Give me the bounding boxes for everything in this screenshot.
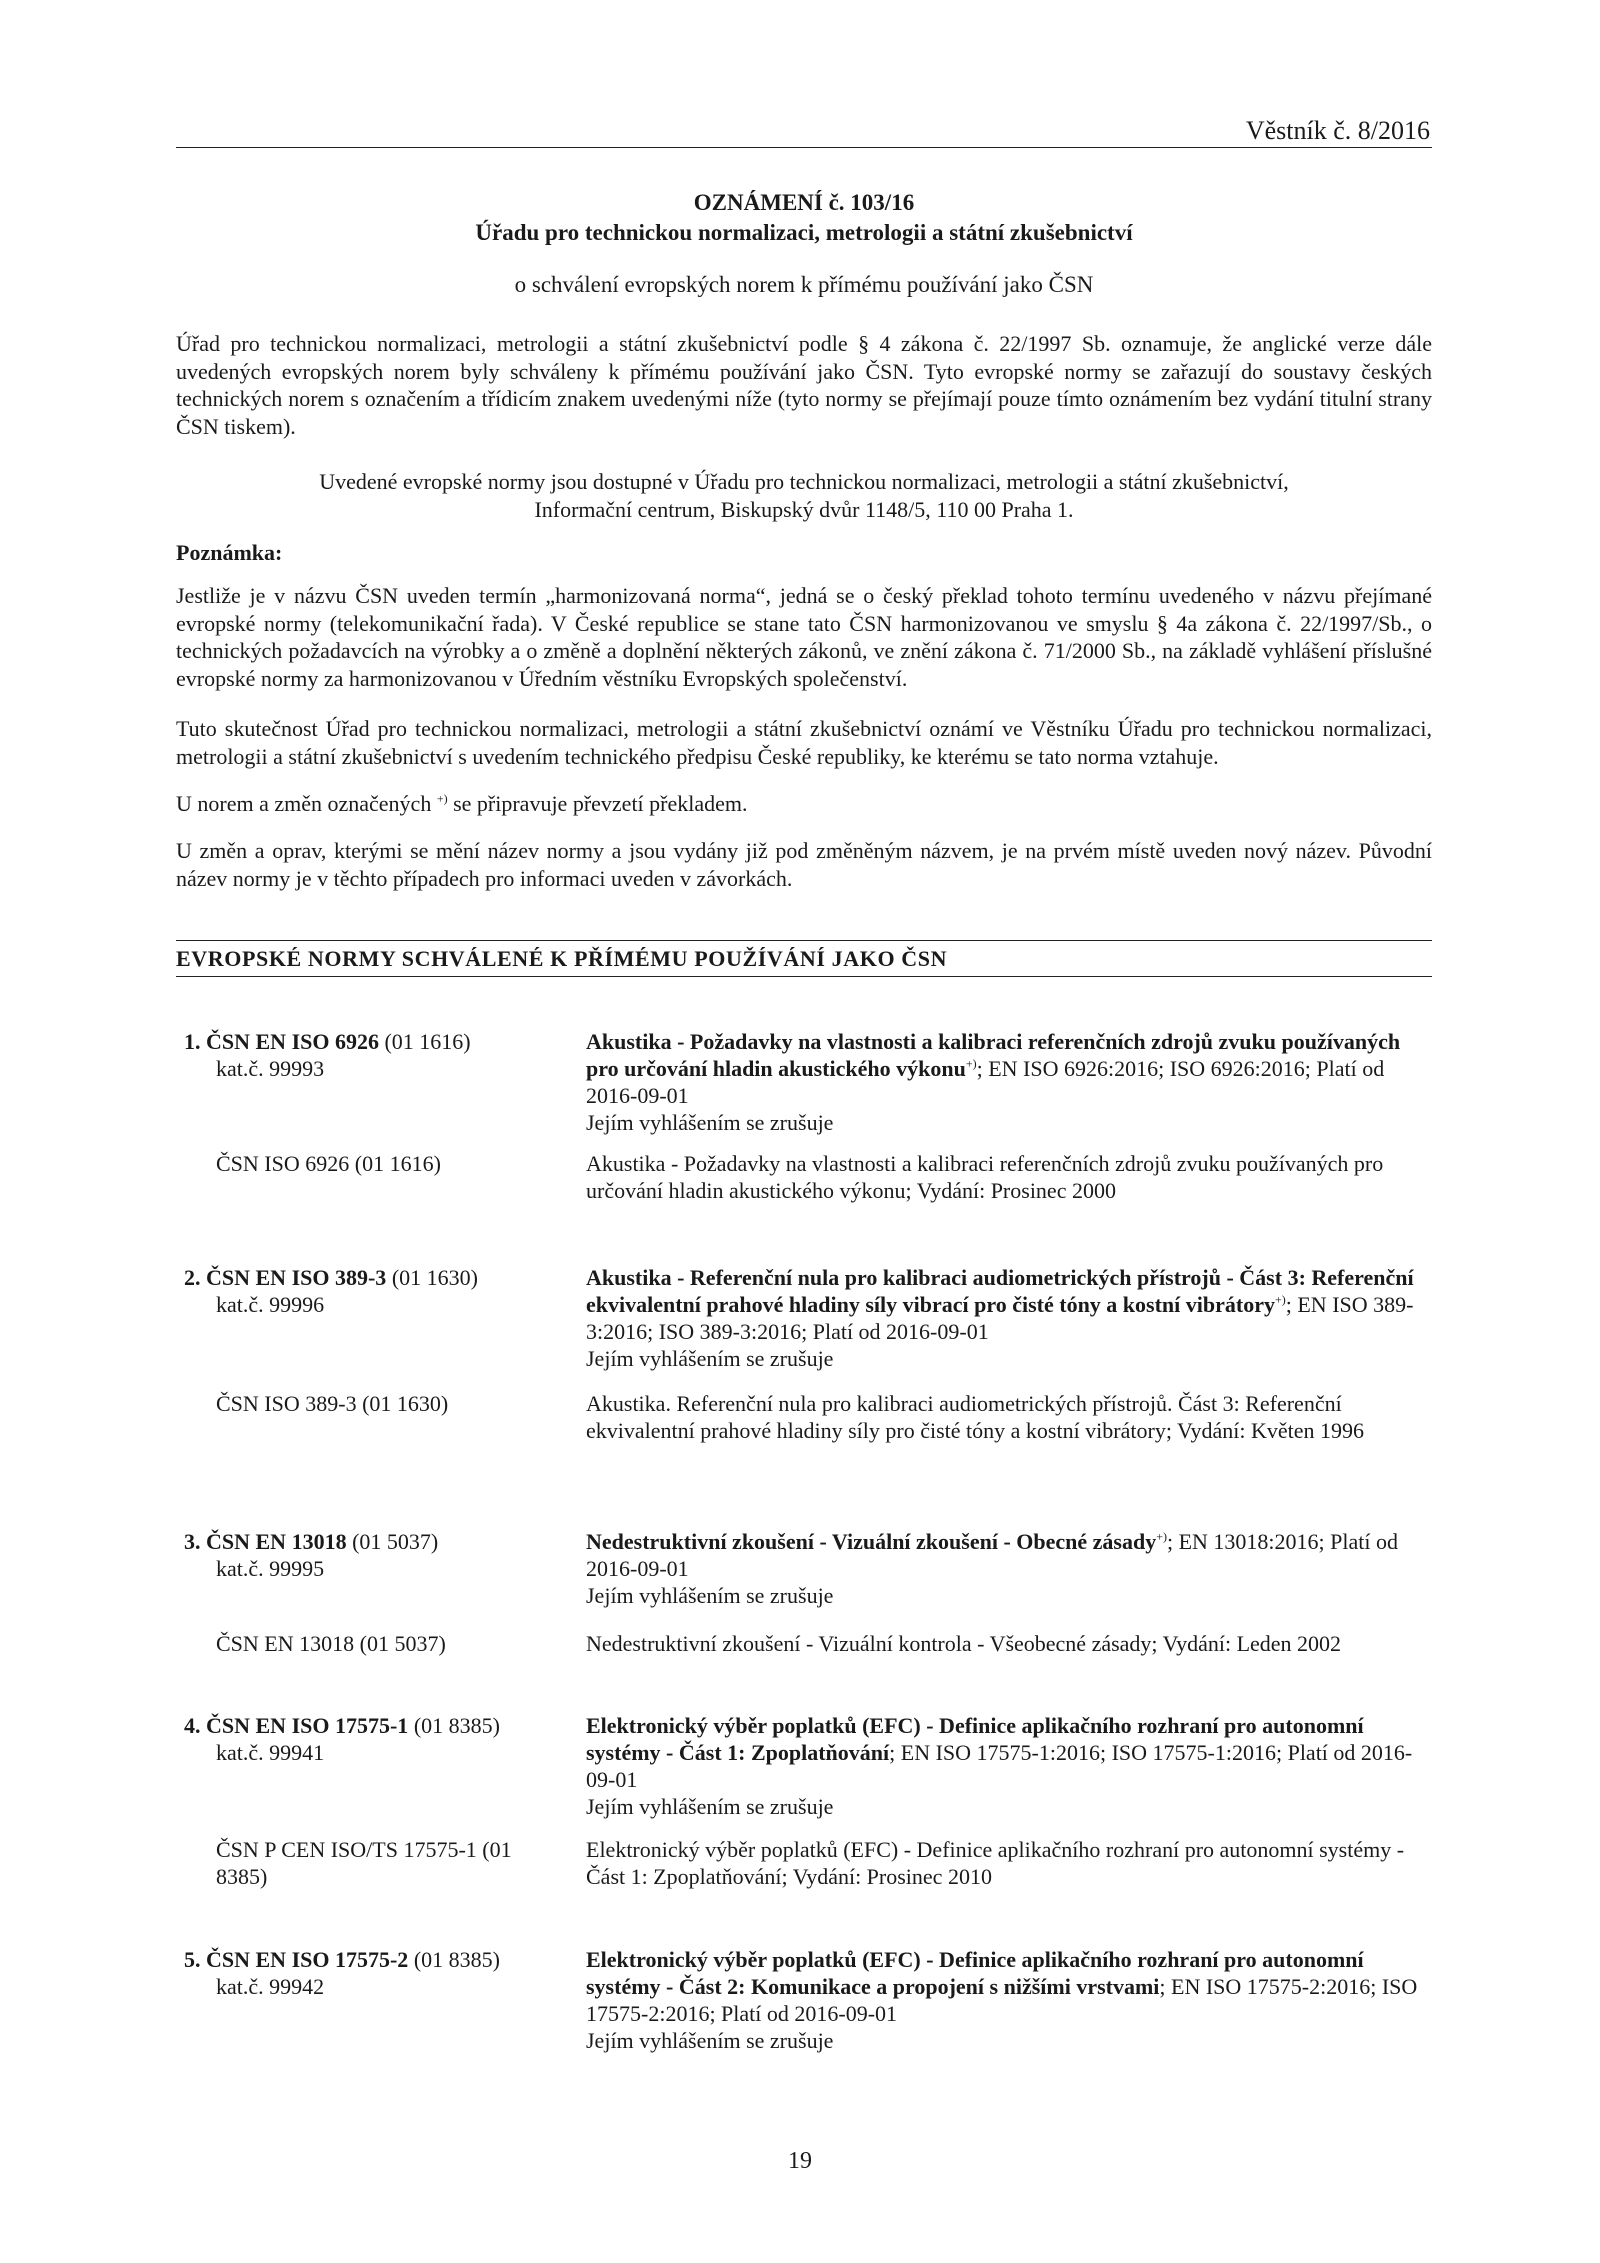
norm-title: Elektronický výběr poplatků (EFC) - Definice aplikačního rozhraní pro autonomní systémy - Část 2: Komunikace a propojení s nižšími vrstvami; EN ISO 17575-2:2016; ISO 17575-2:2016; Platí od 2016-09-01 Jejím vyhlášením se zrušuje [586,1947,1418,2053]
note-label: Poznámka: [176,540,283,565]
cancellation-note: Jejím vyhlášením se zrušuje [586,1583,834,1608]
cancellation-note: Jejím vyhlášením se zrušuje [586,2028,834,2053]
norm-identifier: 3. ČSN EN 13018 (01 5037) kat.č. 99995 [184,1529,439,1581]
translation-mark: +) [436,791,448,806]
availability-line-2: Informační centrum, Biskupský dvůr 1148/5, 110 00 Praha 1. [534,496,1074,522]
header-rule [176,147,1432,148]
cancellation-note: Jejím vyhlášením se zrušuje [586,1346,834,1371]
note-paragraph-2: Tuto skutečnost Úřad pro technickou normalizaci, metrologii a státní zkušebnictví oznámí ve Věstníku Úřadu pro technickou normalizaci, metrologii a státní zkušebnictví s uvedením technického předpisu České republiky, ke kterému se tato norma vztahuje. [176,716,1432,769]
announcement-subject: o schválení evropských norem k přímému používání jako ČSN [514,272,1094,297]
norm-identifier: 1. ČSN EN ISO 6926 (01 1616) kat.č. 99993 [184,1029,471,1081]
norm-title: Akustika - Referenční nula pro kalibraci audiometrických přístrojů - Část 3: Referenční ekvivalentní prahové hladiny síly vibrací pro čisté tóny a kostní vibrátory+); EN ISO 389-3:2016; ISO 389-3:2016; Platí od 2016-09-01 Jejím vyhlášením se zrušuje [586,1265,1414,1371]
norm-title: Akustika - Požadavky na vlastnosti a kalibraci referenčních zdrojů zvuku používaných pro určování hladin akustického výkonu+); EN ISO 6926:2016; ISO 6926:2016; Platí od 2016-09-01 Jejím vyhlášením se zrušuje [586,1029,1401,1135]
office-name: Úřadu pro technickou normalizaci, metrologii a státní zkušebnictví [475,220,1133,245]
norm-title: Elektronický výběr poplatků (EFC) - Definice aplikačního rozhraní pro autonomní systémy - Část 1: Zpoplatňování; EN ISO 17575-1:2016; ISO 17575-1:2016; Platí od 2016-09-01 Jejím vyhlášením se zrušuje [586,1713,1413,1819]
availability-notice [176,468,1432,523]
cancellation-note: Jejím vyhlášením se zrušuje [586,1110,834,1135]
norm-identifier: 5. ČSN EN ISO 17575-2 (01 8385) kat.č. 99942 [184,1947,500,1999]
announcement-title-block [176,188,1432,300]
page-number: 19 [788,2148,812,2174]
bulletin-header: Věstník č. 8/2016 [1245,116,1430,145]
section-rule-bottom [176,976,1432,977]
section-title: EVROPSKÉ NORMY SCHVÁLENÉ K PŘÍMÉMU POUŽÍVÁNÍ JAKO ČSN [176,946,948,971]
announcement-title: OZNÁMENÍ č. 103/16 [693,190,915,215]
note-paragraph-3: U norem a změn označených +) se připravuje převzetí překladem. [176,791,748,816]
intro-paragraph: Úřad pro technickou normalizaci, metrologii a státní zkušebnictví podle § 4 zákona č. 22/1997 Sb. oznamuje, že anglické verze dále uvedených evropských norem byly schváleny k přímému používání jako ČSN. Tyto evropské normy se zařazují do soustavy českých technických norem s označením a třídicím znakem uvedenými níže (tyto normy se přejímají pouze tímto oznámením bez vydání titulní strany ČSN tiskem). [176,331,1432,439]
cancellation-note: Jejím vyhlášením se zrušuje [586,1794,834,1819]
norm-identifier: 4. ČSN EN ISO 17575-1 (01 8385) kat.č. 99941 [184,1713,500,1765]
note-paragraph-1: Jestliže je v názvu ČSN uveden termín „harmonizovaná norma“, jedná se o český překlad tohoto termínu uvedeného v názvu přejímané evropské normy (telekomunikační řada). V České republice se stane tato ČSN harmonizovanou ve smyslu § 4a zákona č. 22/1997/Sb., o technických požadavcích na výrobky a o změně a doplnění některých zákonů, ve znění zákona č. 71/2000 Sb., na základě vyhlášení příslušné evropské normy za harmonizovanou v Úředním věstníku Evropských společenství. [176,583,1432,691]
section-rule-top [176,940,1432,941]
norm-title: Nedestruktivní zkoušení - Vizuální zkoušení - Obecné zásady+); EN 13018:2016; Platí od 2016-09-01 Jejím vyhlášením se zrušuje [586,1529,1398,1608]
availability-line-1: Uvedené evropské normy jsou dostupné v Úřadu pro technickou normalizaci, metrologii a státní zkušebnictví, [319,469,1289,494]
note-paragraph-4: U změn a oprav, kterými se mění název normy a jsou vydány již pod změněným názvem, je na prvém místě uveden nový název. Původní název normy je v těchto případech pro informaci uveden v závorkách. [176,838,1432,891]
document-page: Věstník č. 8/2016 OZNÁMENÍ č. 103/16 Úřadu pro technickou normalizaci, metrologii a státní zkušebnictví o schválení evropských norem k přímému používání jako ČSN Úřad pro technickou normalizaci, metrologii a státní zkušebnictví podle § 4 zákona č. 22/1997 Sb. oznamuje, že anglické verze dále uvedených evropských norem byly schváleny k přímému používání jako ČSN. Tyto evropské normy se zařazují do soustavy českých technických norem s označením a třídicím znakem uvedenými níže (tyto normy se přejímají pouze tímto oznámením bez vydání titulní strany ČSN tiskem). Uvedené evropské normy jsou dostupné v Úřadu pro technickou normalizaci, metrologii a státní zkušebnictví, Informační centrum, Biskupský dvůr 1148/5, 110 00 Praha 1. Poznámka: Jestliže je v názvu ČSN uveden termín „harmonizovaná norma“, jedná se o český překlad tohoto termínu uvedeného v názvu přejímané evropské normy (telekomunikační řada). V České republice se stane tato ČSN harmonizovanou ve smyslu § 4a zákona č. 22/1997/Sb., o technických požadavcích na výrobky a o změně a doplnění některých zákonů, ve znění zákona č. 71/2000 Sb., na základě vyhlášení příslušné evropské normy za harmonizovanou v Úředním věstníku Evropských společenství. Tuto skutečnost Úřad pro technickou normalizaci, metrologii a státní zkušebnictví oznámí ve Věstníku Úřadu pro technickou normalizaci, metrologii a státní zkušebnictví s uvedením technického předpisu České republiky, ke kterému se tato norma vztahuje. U norem a změn označených +) se připravuje převzetí překladem. U změn a oprav, kterými se mění název normy a jsou vydány již pod změněným názvem, je na prvém místě uveden nový název. Původní název normy je v těchto případech pro informaci uveden v závorkách. EVROPSKÉ NORMY SCHVÁLENÉ K PŘÍMÉMU POUŽÍVÁNÍ JAKO ČSN 1. ČSN EN ISO 6926 (01 1616) kat.č. 99993 Akustika - Požadavky na vlastnosti a kalibraci referenčních zdrojů zvuku používaných pro určování hladin akustického výkonu+); EN ISO 6926:2016; ISO 6926:2016; Platí od 2016-09-01 Jejím vyhlášením se zrušuje ČSN ISO 6926 (01 1616) Akustika - Požadavky na vlastnosti a kalibraci referenčních zdrojů zvuku používaných pro určování hladin akustického výkonu; Vydání: Prosinec 2000 2. ČSN EN ISO 389-3 (01 1630) kat.č. 99996 Akustika - Referenční nula pro kalibraci audiometrických přístrojů - Část 3: Referenční ekvivalentní prahové hladiny síly vibrací pro čisté tóny a kostní vibrátory+); EN ISO 389-3:2016; ISO 389-3:2016; Platí od 2016-09-01 Jejím vyhlášením se zrušuje ČSN ISO 389-3 (01 1630) Akustika. Referenční nula pro kalibraci audiometrických přístrojů. Část 3: Referenční ekvivalentní prahové hladiny síly pro čisté tóny a kostní vibrátory; Vydání: Květen 1996 3. ČSN EN 13018 (01 5037) kat.č. 99995 Nedestruktivní zkoušení - Vizuální zkoušení - Obecné zásady+); EN 13018:2016; Platí od 2016-09-01 Jejím vyhlášením se zrušuje ČSN EN 13018 (01 5037) Nedestruktivní zkoušení - Vizuální kontrola - Všeobecné zásady; Vydání: Leden 2002 4. ČSN EN ISO 17575-1 (01 8385) kat.č. 99941 Elektronický výběr poplatků (EFC) - Definice aplikačního rozhraní pro autonomní systémy - Část 1: Zpoplatňování; EN ISO 17575-1:2016; ISO 17575-1:2016; Platí od 2016-09-01 Jejím vyhlášením se zrušuje ČSN P CEN ISO/TS 17575-1 (01 8385) Elektronický výběr poplatků (EFC) - Definice aplikačního rozhraní pro autonomní systémy - Část 1: Zpoplatňování; Vydání: Prosinec 2010 5. ČSN EN ISO 17575-2 (01 8385) kat.č. 99942 Elektronický výběr poplatků (EFC) - Definice aplikačního rozhraní pro autonomní systémy - Část 2: Komunikace a propojení s nižšími vrstvami; EN ISO 17575-2:2016; ISO 17575-2:2016; Platí od 2016-09-01 Jejím vyhlášením se zrušuje 19 [0,0,1600,2263]
norm-identifier: 2. ČSN EN ISO 389-3 (01 1630) kat.č. 99996 [184,1265,478,1317]
